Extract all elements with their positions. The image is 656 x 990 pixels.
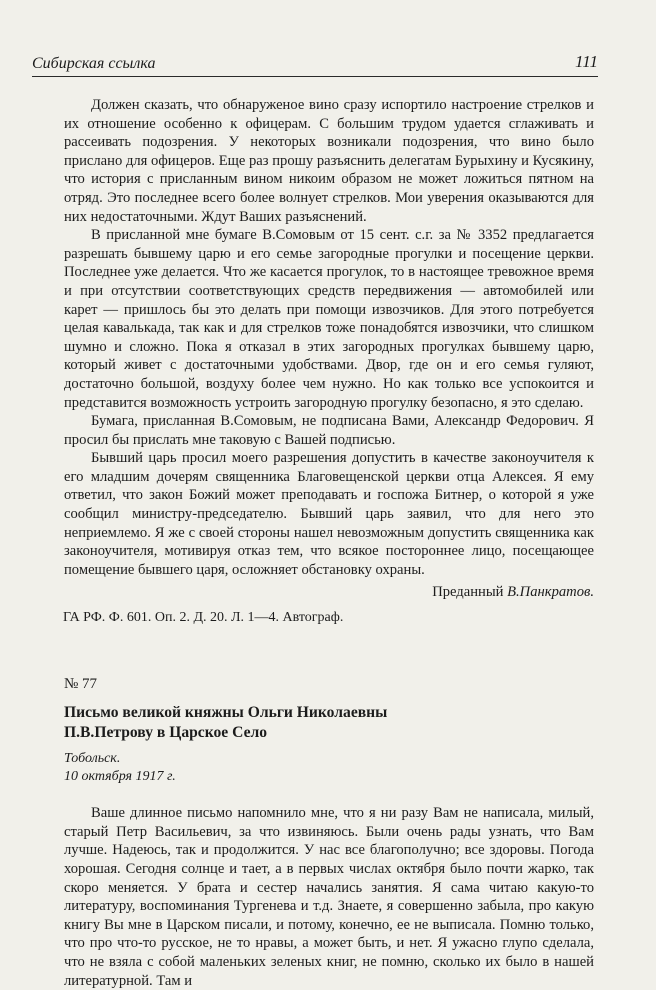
signature-name: В.Панкратов. xyxy=(507,584,594,601)
place-date xyxy=(64,750,594,786)
document-title-line: Письмо великой княжны Ольги Николаевны xyxy=(64,704,388,722)
paragraph: Бывший царь просил моего разрешения допустить в качестве законоучителя к его младшим дочерям священника Благовещенской церкви отца Алексея. Я ему ответил, что закон Божий может преподавать и госпожа Битнер, о которой я уже сообщил министру-председателю. Бывший царь заявил, что для него это неприемлемо. Я же с своей стороны нашел невозможным допустить священника как законоучителя, мотивируя отказ тем, что всякое постороннее лицо, посещающее помещение бывшего царя, осложняет обстановку охраны. xyxy=(64,450,594,578)
page-header xyxy=(32,50,598,77)
document-date: 10 октября 1917 г. xyxy=(64,769,176,785)
document-number: № 77 xyxy=(64,675,98,692)
paragraph: Бумага, присланная В.Сомовым, не подписана Вами, Александр Федорович. Я просил бы прислать мне таковую с Вашей подписью. xyxy=(64,413,594,448)
running-title: Сибирская ссылка xyxy=(32,55,156,72)
body-text xyxy=(64,96,594,990)
paragraph: В присланной мне бумаге В.Сомовым от 15 сент. с.г. за № 3352 предлагается разрешать бывшему царю и его семье загородные прогулки и посещение церкви. Последнее уже делается. Что же касается прогулок, то в настоящее тревожное время и при отсутствии соответствующих средств передвижения — автомобилей или карет — пришлось бы это делать при помощи извозчиков. Для этого потребуется целая кавалькада, так как и для стрелков тоже понадобятся извозчики, что слишком шумно и сложно. Пока я отказал в этих загородных прогулках бывшему царю, который живет с достаточными удобствами. Двор, где он и его семья гуляют, достаточно большой, воздуху более чем нужно. Но как только все успокоится и представится возможность устроить загородную прогулку безопасно, я это сделаю. xyxy=(64,227,594,411)
archive-source: ГА РФ. Ф. 601. Оп. 2. Д. 20. Л. 1—4. Автограф. xyxy=(63,610,344,626)
page-number: 111 xyxy=(575,52,598,71)
document-title xyxy=(64,703,594,743)
signature xyxy=(64,583,594,602)
letter-paragraph: Ваше длинное письмо напомнило мне, что я ни разу Вам не написала, милый, старый Петр Васильевич, за что извиняюсь. Были очень рады узнать, что Вам лучше. Надеюсь, так и продолжится. У нас все благополучно; все здоровы. Погода хорошая. Сегодня солнце и тает, а в первых числах октября было почти жарко, так скоро меняется. У брата и сестер начались занятия. Я сама читаю какую-то литературу, воспоминания Тургенева и т.д. Знаете, я совершенно забыла, про какую книгу Вы мне в Царском писали, и потому, конечно, ее не выписала. Помню только, что про что-то русское, не то нравы, а может быть, и нет. Я ужасно глупо сделала, что не взяла с собой маленьких зеленых книг, не помню, сколько их было в нашей литературной. Там и xyxy=(64,805,594,989)
paragraph: Должен сказать, что обнаруженое вино сразу испортило настроение стрелков и их отношение особенно к офицерам. С большим трудом удается сглаживать и рассеивать подозрения. У некоторых возникали подозрения, что вино было прислано для офицеров. Еще раз прошу разъяснить делегатам Бурыхину и Кусякину, что история с присланным вином никоим образом не может ложиться пятном на отряд. Это последнее всего более волнует стрелков. Мои уверения оказываются для них недостаточными. Ждут Ваших разъяснений. xyxy=(64,97,594,225)
document-place: Тобольск. xyxy=(64,751,121,767)
document-title-line: П.В.Петрову в Царское Село xyxy=(64,724,268,742)
signature-prefix: Преданный xyxy=(432,584,504,601)
